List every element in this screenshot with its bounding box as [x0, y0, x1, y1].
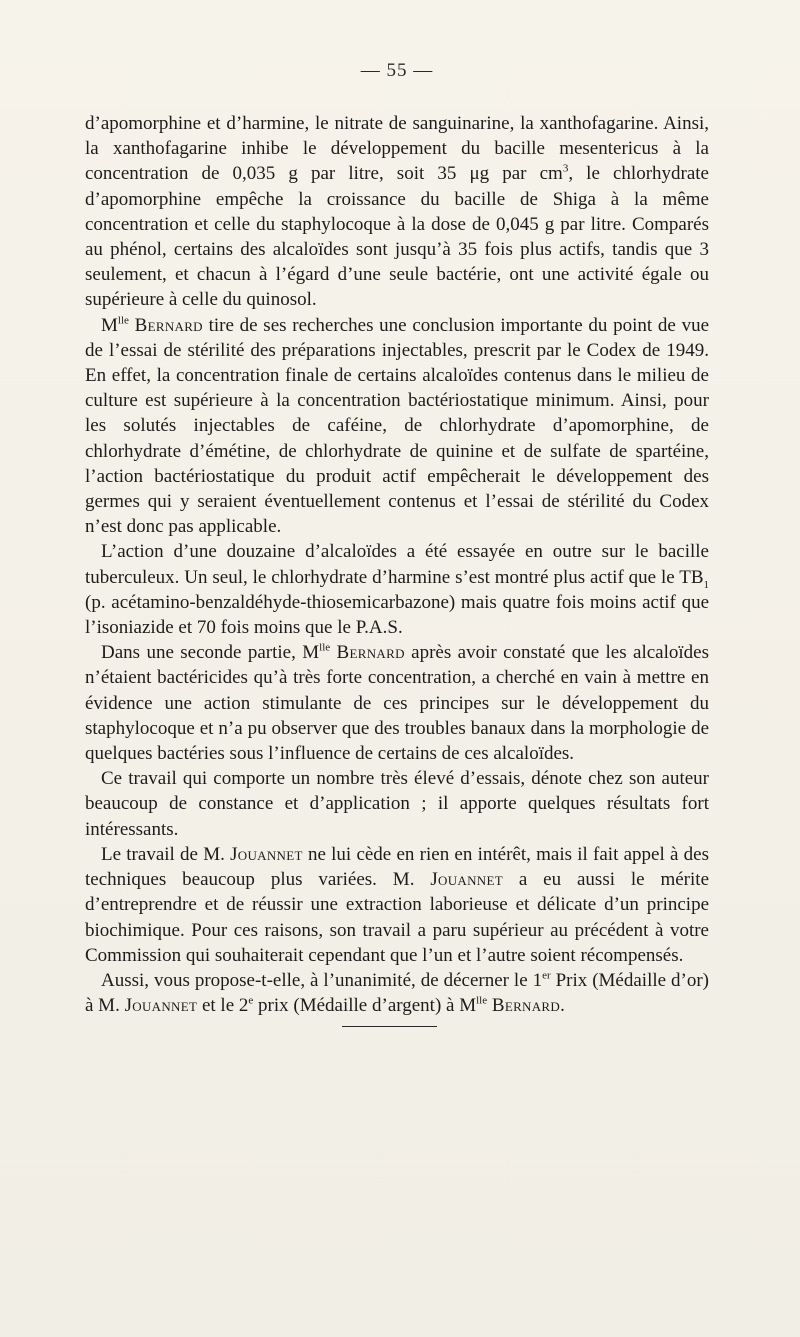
superscript: lle [476, 994, 488, 1007]
text-run: tire de ses recherches une conclusion importante du point de vue de l’essai de stérilité des préparations injectables, prescrit par le Codex de 1949. En effet, la concentration finale de certains alcaloïdes contenus dans le milieu de culture est supérieure à la concentration bactériostatique minimum. Ainsi, pour les solutés injectables de caféine, de chlorhydrate d’apomorphine, de chlorhydrate d’émétine, de chlorhydrate de quinine et de sulfate de spartéine, l’action bactériostatique du produit actif empêcherait le développement des germes qui y seraient éventuellement contenus et l’essai de stérilité du Codex n’est donc pas applicable. [85, 314, 710, 538]
text-run: Dans une seconde partie, M [101, 642, 320, 664]
text-run: Aussi, vous propose-t-elle, à l’unanimité, de décerner le 1 [101, 969, 543, 991]
superscript: 3 [562, 163, 569, 176]
text-run: après avoir constaté que les alcaloïdes n’étaient bactéricides qu’à très forte concentration, a cherché en vain à mettre en évidence une action stimulante de ces principes sur le développement du staphylocoque et n’a pu observer que des troubles banaux dans la morphologie de quelques bactéries sous l’influence de certains de ces alcaloïdes. [85, 642, 709, 765]
paragraph-5 [85, 766, 709, 842]
paragraph-6 [85, 842, 709, 968]
subscript: 1 [703, 578, 709, 591]
text-run: Prix (Médaille d’or) à M. [85, 969, 709, 1017]
text-run: , le chlorhydrate d’apomorphine empêche la croissance du bacille de Shiga à la même concentration et celle du staphylocoque à la dose de 0,045 g par litre. Comparés au phénol, certains des alcaloïdes sont jusqu’à 35 fois plus actifs, tandis que 3 seulement, et chacun à l’égard d’une seule bactérie, ont une activité égale ou supérieure à celle du quinosol. [85, 163, 709, 311]
author-name: Jouannet [430, 869, 503, 891]
author-name: Bernard [134, 314, 203, 336]
superscript: lle [319, 641, 331, 654]
paragraph-2 [85, 313, 709, 540]
paragraph-7 [85, 968, 709, 1018]
author-name: Bernard [336, 642, 405, 664]
page-number: — 55 — [360, 60, 434, 81]
text-run: a eu aussi le mérite d’entreprendre et de réussir une extraction laborieuse et délicate d’un principe biochimique. Pour ces raisons, son travail a paru supérieur au précédent à votre Commission qui souhaiterait cependant que l’un et l’autre soient récompensés. [85, 869, 709, 966]
text-run: L’action d’une douzaine d’alcaloïdes a été essayée en outre sur le bacille tuberculeux. Un seul, le chlorhydrate d’harmine s’est montré plus actif que le TB [85, 541, 709, 588]
paragraph-1 [85, 111, 709, 313]
text-run: Le travail de M. [101, 843, 231, 865]
text-run: M [101, 314, 118, 336]
text-run: et le 2 [197, 995, 249, 1017]
superscript: e [248, 994, 254, 1007]
text-run: prix (Médaille d’argent) à M [253, 995, 477, 1017]
text-run: Ce travail qui comporte un nombre très élevé d’essais, dénote chez son auteur beaucoup de constance et d’application ; il apporte quelques résultats fort intéressants. [85, 768, 709, 840]
paragraph-4 [85, 640, 709, 766]
author-name: Bernard [491, 995, 561, 1017]
paragraph-3 [85, 539, 709, 640]
author-name: Jouannet [230, 843, 303, 865]
text-run: ne lui cède en rien en intérêt, mais il fait appel à des techniques beaucoup plus variées. M. [85, 843, 709, 891]
text-run: d’apomorphine et d’harmine, le nitrate de sanguinarine, la xanthofagarine. Ainsi, la xanthofagarine inhibe le développement du bacille mesentericus à la concentration de 0,035 g par litre, soit 35 μg par cm [85, 113, 709, 185]
superscript: lle [117, 314, 129, 327]
superscript: er [542, 969, 551, 982]
end-rule [342, 1026, 437, 1027]
text-run: . [560, 995, 565, 1017]
author-name: Jouannet [124, 995, 198, 1017]
body-text [85, 111, 709, 1018]
text-run: (p. acétamino-benzaldéhyde-thiosemicarbazone) mais quatre fois moins actif que l’isoniazide et 70 fois moins que le P.A.S. [85, 591, 709, 639]
